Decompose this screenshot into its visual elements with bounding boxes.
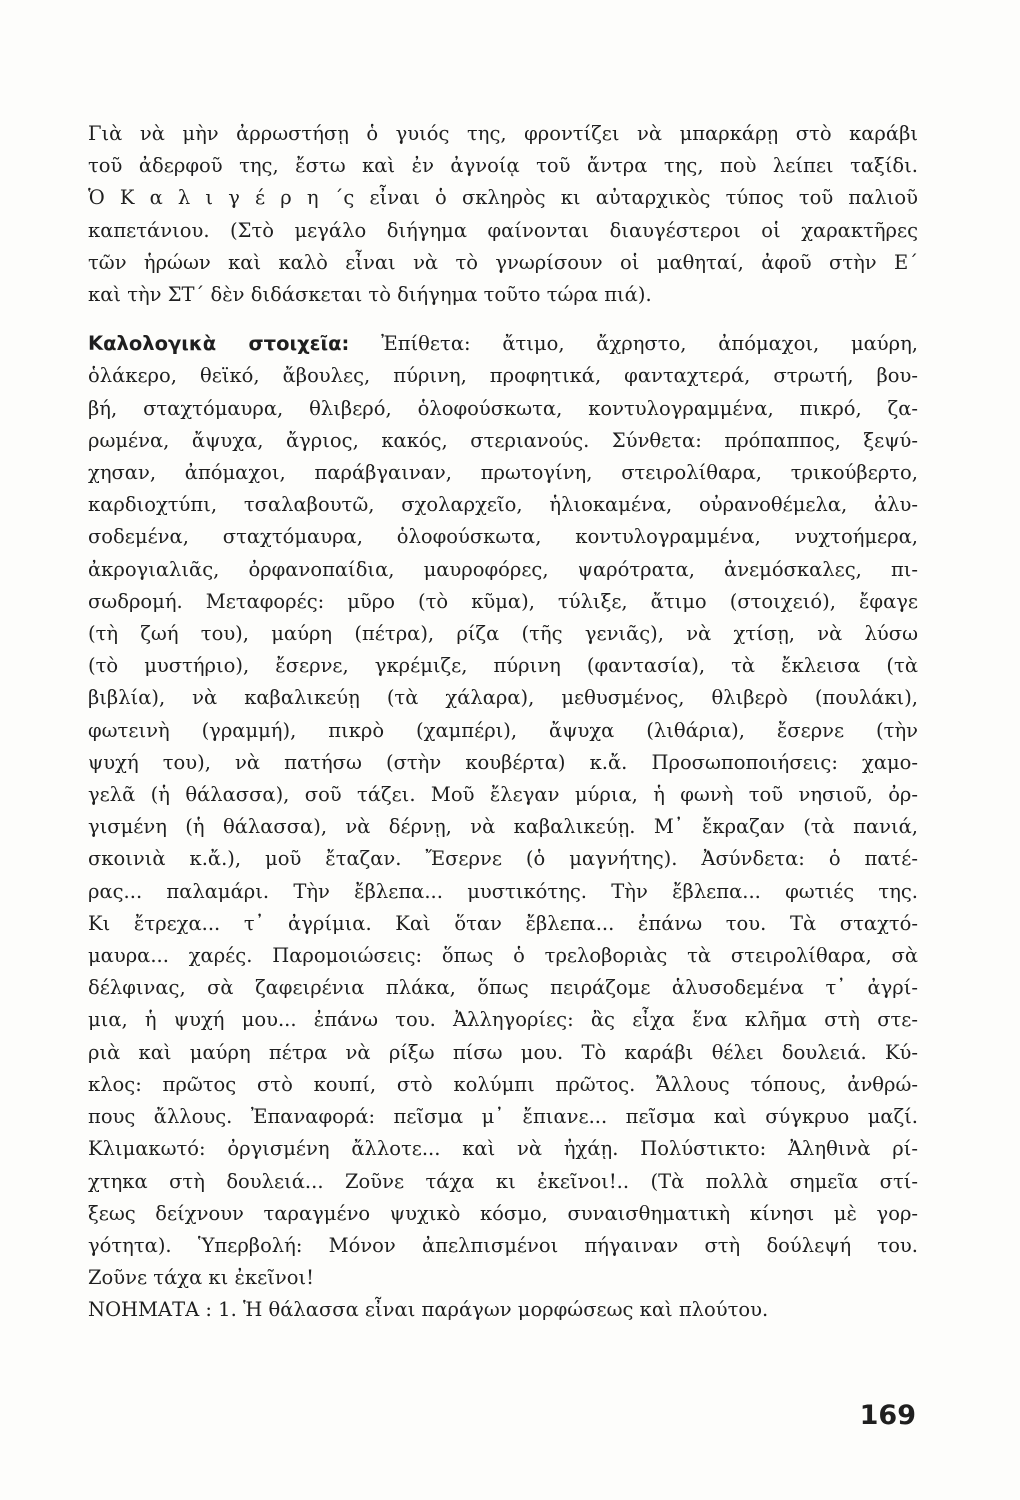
text-line: χτηκα στὴ δουλειά... Ζοῦνε τάχα κι ἐκεῖνοι!.. (Τὰ πολλὰ σημεῖα στί- xyxy=(88,1169,918,1193)
text-line: δέλφινας, σὰ ζαφειρένια πλάκα, ὅπως πειράζομε ἁλυσοδεμένα τ᾿ ἀγρί- xyxy=(88,976,918,1000)
text-line: Γιὰ νὰ μὴν ἀρρωστήσῃ ὁ γυιός της, φροντίζει νὰ μπαρκάρῃ στὸ καράβι xyxy=(88,122,918,145)
text-line: πους ἄλλους. Ἐπαναφορά: πεῖσμα μ᾿ ἔπιανε... πεῖσμα καὶ σύγκρυο μαζί. xyxy=(88,1105,918,1129)
text-line: ριὰ καὶ μαύρη πέτρα νὰ ρίξω πίσω μου. Τὸ καράβι θέλει δουλειά. Κύ- xyxy=(88,1040,918,1064)
text-line: κλος: πρῶτος στὸ κουπί, στὸ κολύμπι πρῶτος. Ἄλλους τόπους, ἀνθρώ- xyxy=(88,1072,918,1096)
text-line: ἀκρογιαλιᾶς, ὀρφανοπαίδια, μαυροφόρες, ψαρότρατα, ἀνεμόσκαλες, πι- xyxy=(88,557,918,581)
text-line: σκοινιὰ κ.ἄ.), μοῦ ἔταζαν. Ἔσερνε (ὁ μαγνήτης). Ἀσύνδετα: ὁ πατέ- xyxy=(88,847,918,871)
text-line xyxy=(88,328,918,360)
text-line: ρωμένα, ἄψυχα, ἄγριος, κακός, στεριανούς. Σύνθετα: πρόπαππος, ξεψύ- xyxy=(88,428,918,452)
page-number: 169 xyxy=(859,1400,916,1431)
text-line: τῶν ἡρώων καὶ καλὸ εἶναι νὰ τὸ γνωρίσουν οἱ μαθηταί, ἀφοῦ στὴν Ε΄ xyxy=(88,250,918,274)
text-line: ΝΟΗΜΑΤΑ : 1. Ἡ θάλασσα εἶναι παράγων μορφώσεως καὶ πλούτου. xyxy=(88,1298,769,1322)
text-line: σωδρομή. Μεταφορές: μῦρο (τὸ κῦμα), τύλιξε, ἄτιμο (στοιχειό), ἔφαγε xyxy=(88,589,918,613)
text-line: τοῦ ἀδερφοῦ της, ἔστω καὶ ἐν ἀγνοίᾳ τοῦ ἄντρα της, ποὺ λείπει ταξίδι. xyxy=(88,154,918,178)
text-line: γισμένη (ἡ θάλασσα), νὰ δέρνῃ, νὰ καβαλικεύῃ. Μ᾿ ἔκραζαν (τὰ πανιά, xyxy=(88,815,918,839)
section-heading: Καλολογικὰ στοιχεῖα: xyxy=(88,332,350,356)
text-line: χησαν, ἀπόμαχοι, παράβγαιναν, πρωτογίνη, στειρολίθαρα, τρικούβερτο, xyxy=(88,461,918,485)
text-line: μαυρα... χαρές. Παρομοιώσεις: ὅπως ὁ τρελοβοριὰς τὰ στειρολίθαρα, σὰ xyxy=(88,944,918,968)
text-line: Ζοῦνε τάχα κι ἐκεῖνοι! xyxy=(88,1266,314,1290)
text-line: μια, ἡ ψυχή μου... ἐπάνω του. Ἀλληγορίες: ἂς εἶχα ἕνα κλῆμα στὴ στε- xyxy=(88,1008,918,1032)
text-line: καρδιοχτύπι, τσαλαβουτῶ, σχολαρχεῖο, ἡλιοκαμένα, οὐρανοθέμελα, ἀλυ- xyxy=(88,493,918,517)
text-line: φωτεινὴ (γραμμή), πικρὸ (χαμπέρι), ἄψυχα (λιθάρια), ἔσερνε (τὴν xyxy=(88,718,918,742)
intro-paragraph xyxy=(88,118,918,311)
text-line: ρας... παλαμάρι. Τὴν ἔβλεπα... μυστικότης. Τὴν ἔβλεπα... φωτιές της. xyxy=(88,879,918,903)
text-line: βιβλία), νὰ καβαλικεύῃ (τὰ χάλαρα), μεθυσμένος, θλιβερὸ (πουλάκι), xyxy=(88,686,918,710)
text-line: Κλιμακωτό: ὀργισμένη ἄλλοτε... καὶ νὰ ἠχάῃ. Πολύστικτο: Ἀληθινὰ ρί- xyxy=(88,1137,918,1161)
page-body xyxy=(88,118,918,1327)
text-line: καὶ τὴν ΣΤ΄ δὲν διδάσκεται τὸ διήγημα τοῦτο τώρα πιά). xyxy=(88,283,652,307)
text-line: γότητα). Ὑπερβολή: Μόνον ἀπελπισμένοι πήγαιναν στὴ δούλεψή του. xyxy=(88,1233,918,1257)
text-line: βή, σταχτόμαυρα, θλιβερό, ὁλοφούσκωτα, κοντυλογραμμένα, πικρό, ζα- xyxy=(88,396,918,420)
text-line: γελᾶ (ἡ θάλασσα), σοῦ τάζει. Μοῦ ἔλεγαν μύρια, ἡ φωνὴ τοῦ νησιοῦ, ὀρ- xyxy=(88,783,918,807)
text-line: Κι ἔτρεχα... τ᾿ ἀγρίμια. Καὶ ὅταν ἔβλεπα... ἐπάνω του. Τὰ σταχτό- xyxy=(88,911,918,935)
stylistic-elements-paragraph xyxy=(88,328,918,1326)
text-line: καπετάνιου. (Στὸ μεγάλο διήγημα φαίνονται διαυγέστεροι οἱ χαρακτῆρες xyxy=(88,218,918,242)
text-line: ψυχή του), νὰ πατήσω (στὴν κουβέρτα) κ.ἄ. Προσωποποιήσεις: χαμο- xyxy=(88,750,918,774)
text-line: ξεως δείχνουν ταραγμένο ψυχικὸ κόσμο, συναισθηματικὴ κίνησι μὲ γορ- xyxy=(88,1201,918,1225)
text-line-rest: Ἐπίθετα: ἄτιμο, ἄχρηστο, ἀπόμαχοι, μαύρη, xyxy=(349,332,918,356)
text-line: Ὁ Κ α λ ι γ έ ρ η ΄ς εἶναι ὁ σκληρὸς κι αὐταρχικὸς τύπος τοῦ παλιοῦ xyxy=(88,186,918,210)
text-line: (τὸ μυστήριο), ἔσερνε, γκρέμιζε, πύρινη (φαντασία), τὰ ἔκλεισα (τὰ xyxy=(88,654,918,678)
text-line: (τὴ ζωή του), μαύρη (πέτρα), ρίζα (τῆς γενιᾶς), νὰ χτίσῃ, νὰ λύσω xyxy=(88,622,918,646)
text-line: σοδεμένα, σταχτόμαυρα, ὁλοφούσκωτα, κοντυλογραμμένα, νυχτοήμερα, xyxy=(88,525,918,549)
text-line: ὁλάκερο, θεϊκό, ἄβουλες, πύρινη, προφητικά, φανταχτερά, στρωτή, βου- xyxy=(88,364,918,388)
